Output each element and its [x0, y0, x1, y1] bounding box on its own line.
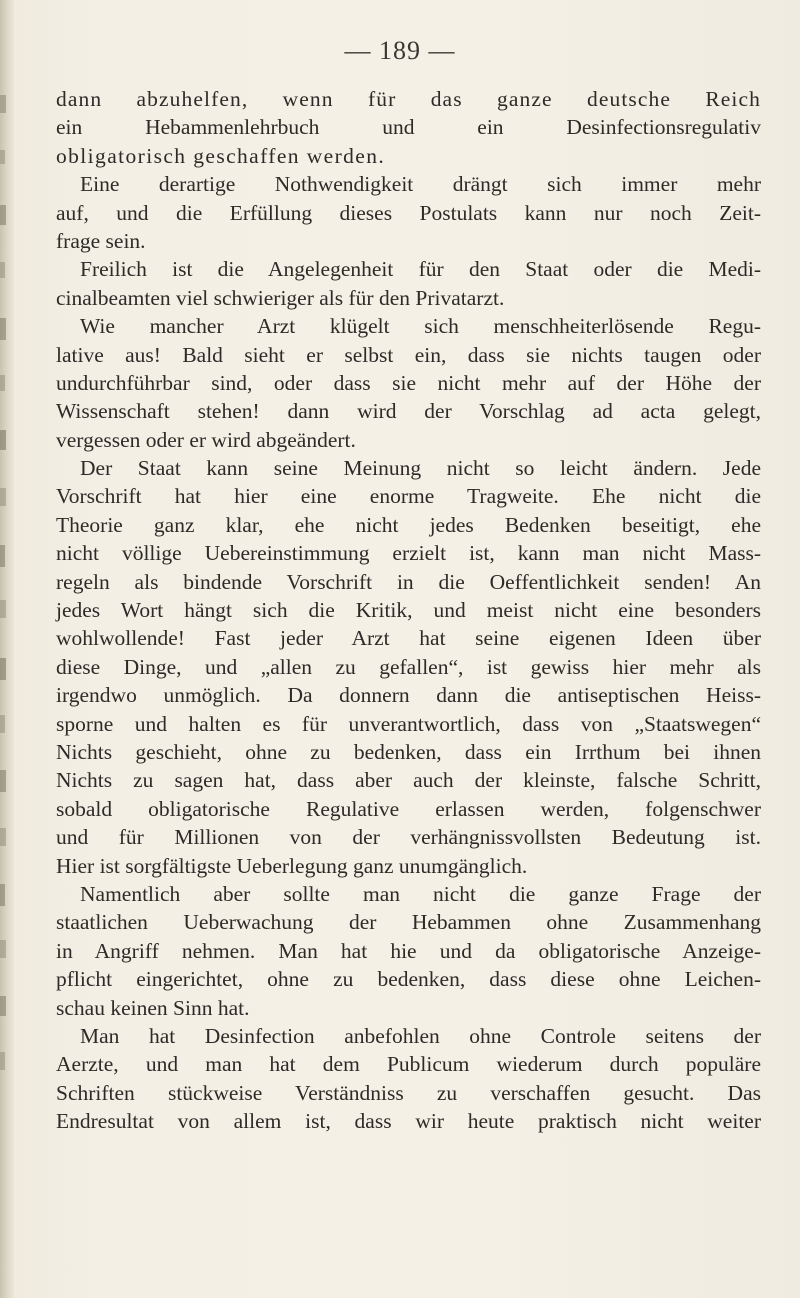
text-line: Endresultat von allem ist, dass wir heute praktisch nicht weiter	[56, 1109, 761, 1134]
text-line: dann abzuhelfen, wenn für das ganze deutsche Reich	[56, 87, 761, 111]
text-line: regeln als bindende Vorschrift in die Oeffentlichkeit senden! An	[56, 569, 761, 594]
text-line: wohlwollende! Fast jeder Arzt hat seine eigenen Ideen über	[56, 626, 761, 651]
text-line: pflicht eingerichtet, ohne zu bedenken, dass diese ohne Leichen-	[56, 967, 761, 992]
text-line: schau keinen Sinn hat.	[56, 995, 250, 1020]
text-line: Nichts geschieht, ohne zu bedenken, dass ein Irrthum bei ihnen	[56, 739, 761, 764]
text-line: in Angriff nehmen. Man hat hie und da obligatorische Anzeige-	[56, 938, 761, 963]
text-line: sporne und halten es für unverantwortlich, dass von „Staatswegen“	[56, 711, 761, 736]
text-line: frage sein.	[56, 228, 146, 253]
text-line: sobald obligatorische Regulative erlassen werden, folgenschwer	[56, 796, 761, 821]
binding-marks-decoration	[0, 0, 14, 1298]
text-line: nicht völlige Uebereinstimmung erzielt ist, kann man nicht Mass-	[56, 541, 761, 566]
text-line: Schriften stückweise Verständniss zu verschaffen gesucht. Das	[56, 1080, 761, 1105]
text-line: irgendwo unmöglich. Da donnern dann die antiseptischen Heiss-	[56, 683, 761, 708]
text-line: staatlichen Ueberwachung der Hebammen ohne Zusammenhang	[56, 910, 761, 935]
text-line: Vorschrift hat hier eine enorme Tragweite. Ehe nicht die	[56, 484, 761, 509]
text-line: Hier ist sorgfältigste Ueberlegung ganz unumgänglich.	[56, 853, 528, 878]
text-line: auf, und die Erfüllung dieses Postulats kann nur noch Zeit-	[56, 200, 761, 225]
body-text	[56, 85, 761, 1135]
text-line: Wissenschaft stehen! dann wird der Vorschlag ad acta gelegt,	[56, 399, 761, 424]
text-line: Wie mancher Arzt klügelt sich menschheiterlösende Regu-	[80, 314, 761, 339]
text-line: obligatorisch geschaffen werden.	[56, 143, 386, 168]
text-line: Man hat Desinfection anbefohlen ohne Controle seitens der	[80, 1023, 761, 1048]
text-line: Nichts zu sagen hat, dass aber auch der kleinste, falsche Schritt,	[56, 768, 761, 793]
text-line: Aerzte, und man hat dem Publicum wiederum durch populäre	[56, 1052, 761, 1077]
page-number-header: — 189 —	[344, 36, 456, 65]
text-line: vergessen oder er wird abgeändert.	[56, 427, 356, 452]
text-line: Theorie ganz klar, ehe nicht jedes Bedenken beseitigt, ehe	[56, 512, 761, 537]
text-line: lative aus! Bald sieht er selbst ein, dass sie nichts taugen oder	[56, 342, 761, 367]
text-line: und für Millionen von der verhängnissvollsten Bedeutung ist.	[56, 825, 761, 850]
text-line: ein Hebammenlehrbuch und ein Desinfectionsregulativ	[56, 115, 761, 140]
text-line: Eine derartige Nothwendigkeit drängt sich immer mehr	[80, 172, 761, 197]
text-line: undurchführbar sind, oder dass sie nicht mehr auf der Höhe der	[56, 370, 761, 395]
text-line: cinalbeamten viel schwieriger als für den Privatarzt.	[56, 285, 505, 310]
text-line: diese Dinge, und „allen zu gefallen“, ist gewiss hier mehr als	[56, 654, 761, 679]
text-line: Der Staat kann seine Meinung nicht so leicht ändern. Jede	[80, 456, 761, 481]
text-line: jedes Wort hängt sich die Kritik, und meist nicht eine besonders	[56, 598, 761, 623]
text-line: Freilich ist die Angelegenheit für den Staat oder die Medi-	[80, 257, 761, 282]
text-line: Namentlich aber sollte man nicht die ganze Frage der	[80, 881, 761, 906]
